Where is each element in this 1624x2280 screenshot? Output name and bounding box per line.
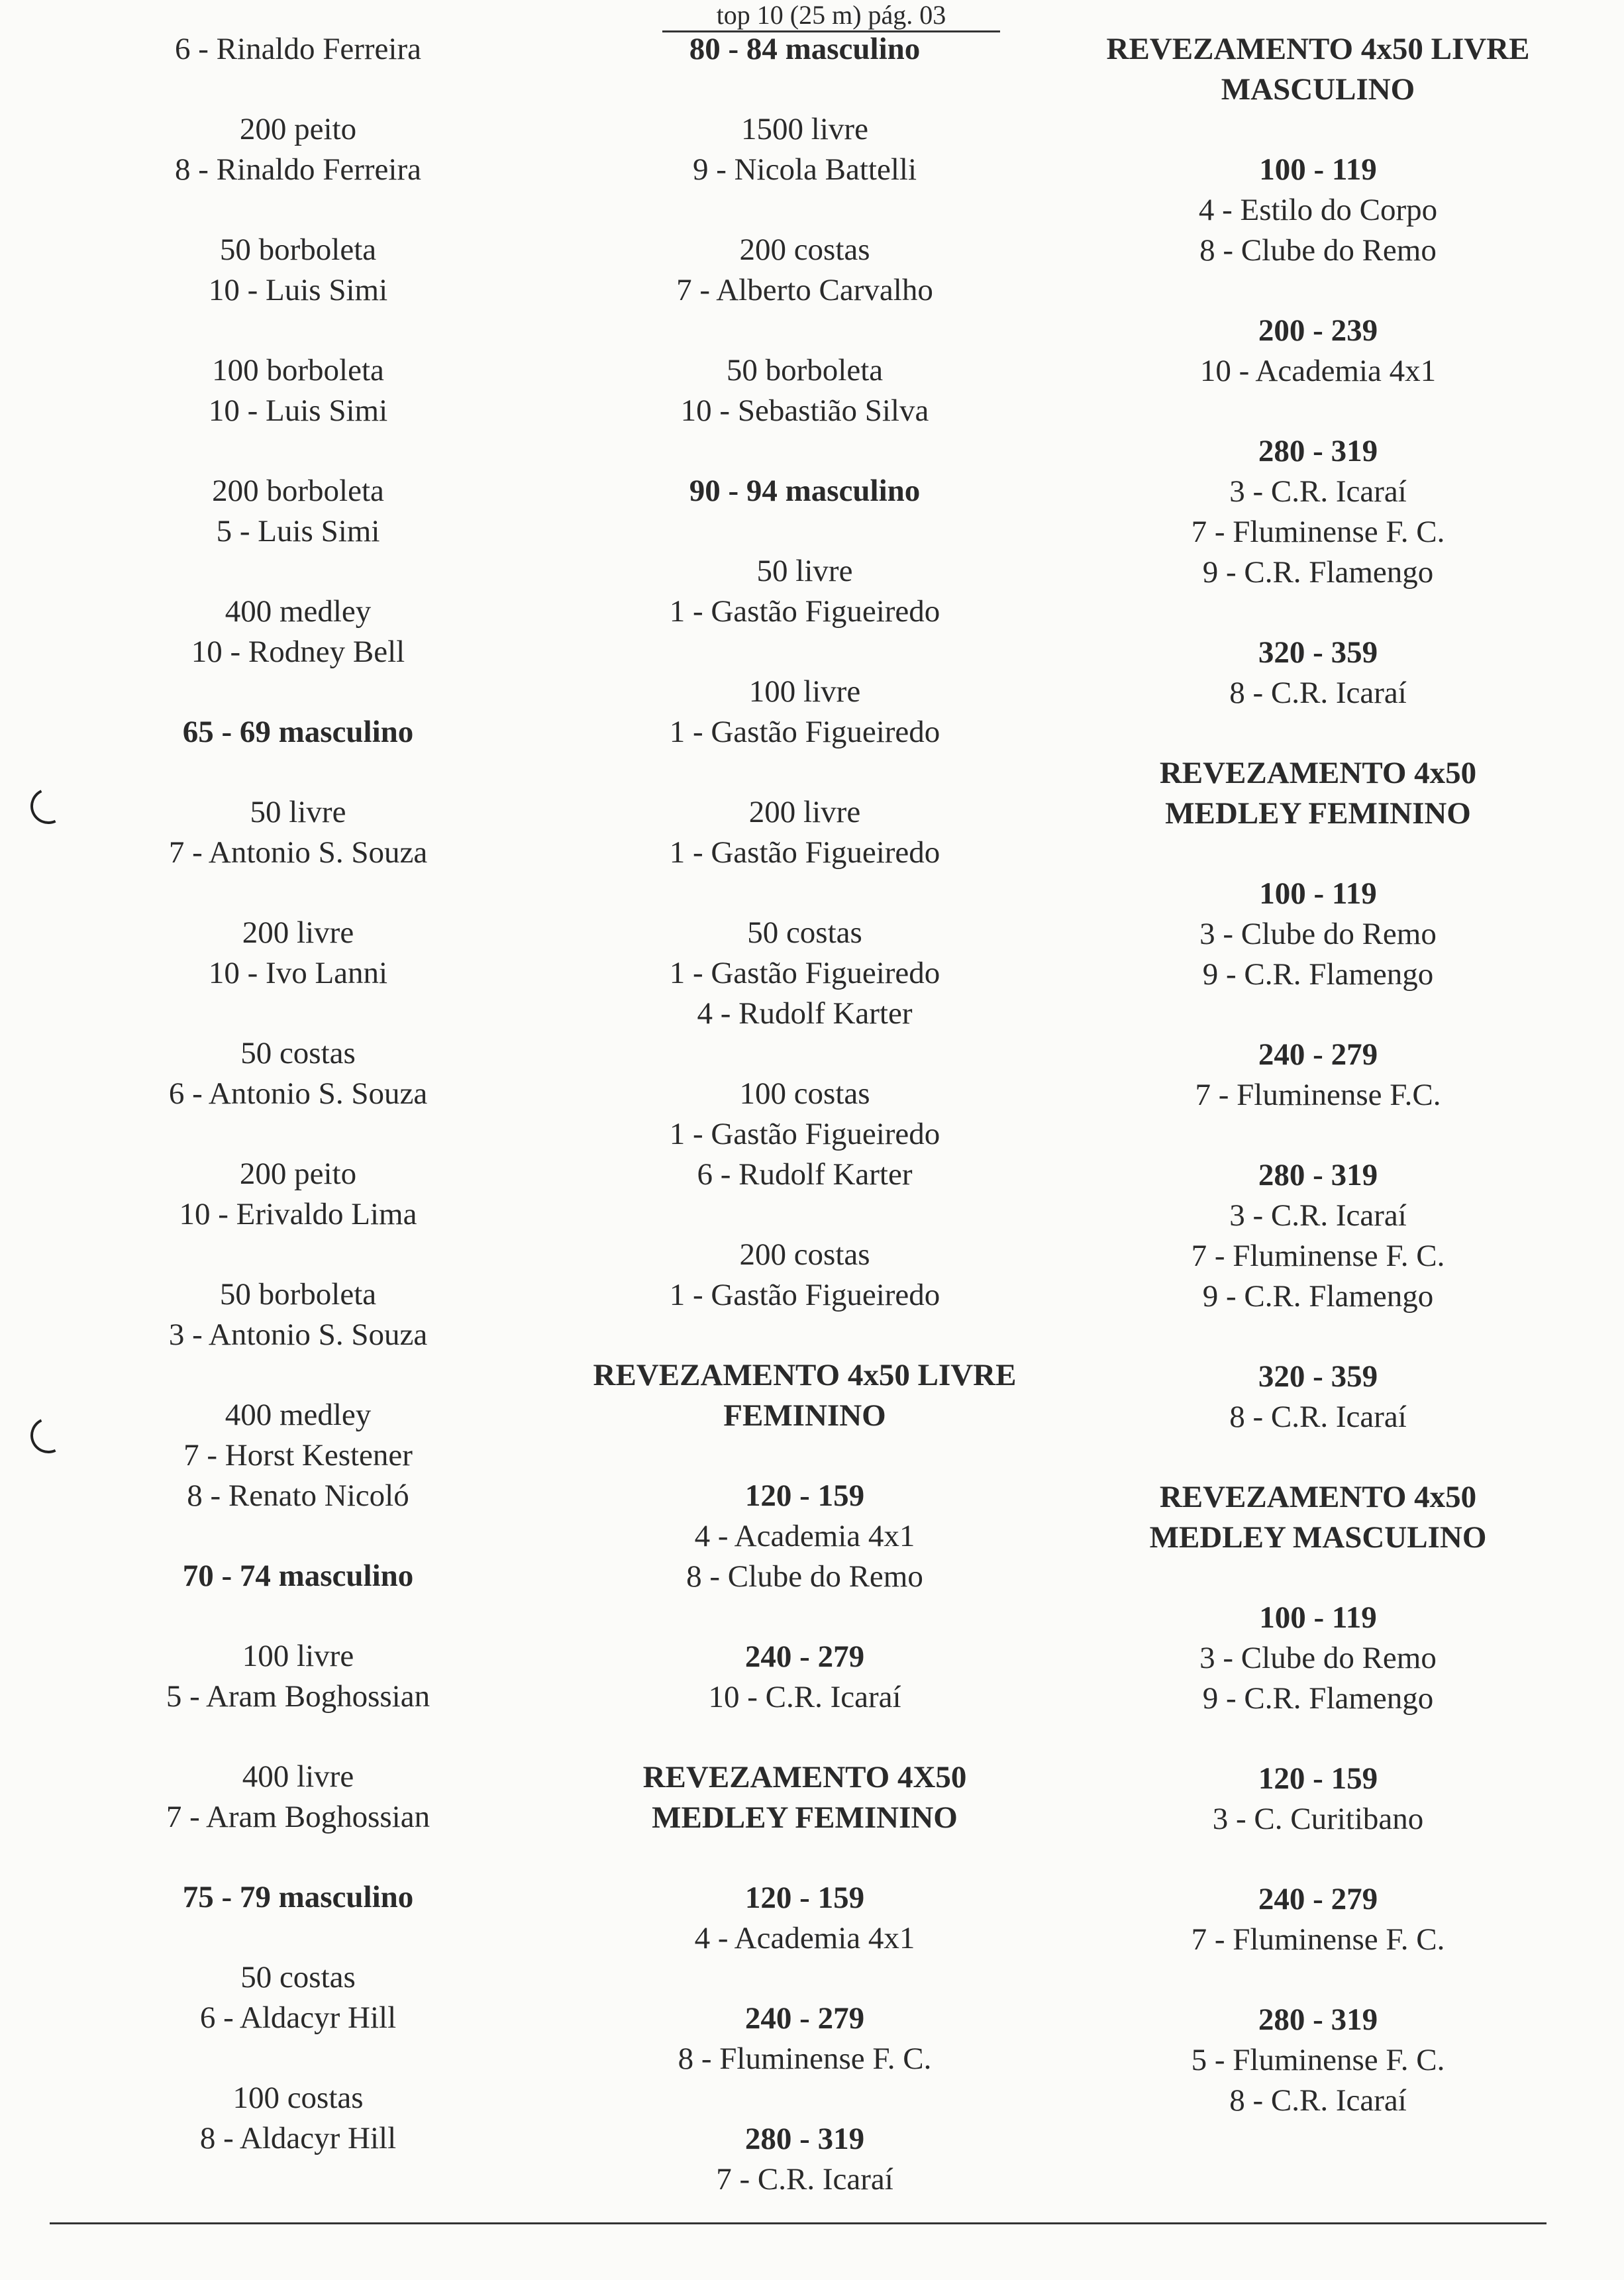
entry-line: 400 livre <box>242 1759 354 1794</box>
entry-group <box>40 350 556 431</box>
entry-line: 10 - Ivo Lanni <box>208 956 388 990</box>
entry-group <box>1060 874 1576 995</box>
section-heading: FEMININO <box>723 1398 886 1433</box>
entry-line: 8 - Aldacyr Hill <box>199 2121 397 2155</box>
entry-line: 1 - Gastão Figueiredo <box>669 956 940 990</box>
entry-line: 8 - Renato Nicoló <box>187 1478 409 1513</box>
entry-line: 3 - Antonio S. Souza <box>168 1318 428 1352</box>
entry-line: 7 - Antonio S. Souza <box>168 835 428 870</box>
entry-line: 1 - Gastão Figueiredo <box>669 1278 940 1312</box>
entry-group <box>40 1636 556 1717</box>
section-heading: 100 - 119 <box>1259 1600 1377 1635</box>
entry-line: 10 - Sebastião Silva <box>680 393 929 428</box>
bottom-rule <box>50 2222 1547 2224</box>
entry-line: 5 - Aram Boghossian <box>166 1679 431 1714</box>
entry-group <box>1060 1477 1576 1558</box>
entry-line: 100 livre <box>242 1639 354 1673</box>
entry-line: 1500 livre <box>741 112 868 146</box>
section-heading: 120 - 159 <box>744 1881 865 1915</box>
entry-group <box>1060 311 1576 391</box>
entry-line: 1 - Gastão Figueiredo <box>669 1117 940 1151</box>
entry-line: 200 livre <box>242 915 354 950</box>
entry-line: 50 costas <box>747 915 862 950</box>
entry-line: 7 - Alberto Carvalho <box>676 273 933 307</box>
entry-group <box>1060 1357 1576 1437</box>
entry-group <box>546 792 1063 873</box>
section-heading: REVEZAMENTO 4x50 LIVRE <box>1106 32 1530 66</box>
entry-group <box>1060 1598 1576 1719</box>
entry-line: 3 - Clube do Remo <box>1199 1641 1437 1675</box>
entry-line: 3 - C.R. Icaraí <box>1229 474 1407 509</box>
entry-group <box>546 230 1063 311</box>
entry-line: 4 - Academia 4x1 <box>694 1519 915 1553</box>
section-heading: 240 - 279 <box>1258 1037 1378 1072</box>
entry-group <box>40 1154 556 1235</box>
section-heading: MEDLEY FEMININO <box>652 1800 958 1835</box>
entry-group <box>1060 1155 1576 1317</box>
entry-group <box>546 1998 1063 2079</box>
entry-line: 1 - Gastão Figueiredo <box>669 715 940 749</box>
section-heading: 200 - 239 <box>1258 313 1378 348</box>
entry-line: 200 costas <box>739 1237 870 1272</box>
entry-line: 7 - Fluminense F. C. <box>1191 1239 1445 1273</box>
entry-group <box>546 29 1063 70</box>
entry-line: 200 borboleta <box>212 474 384 508</box>
entry-group <box>546 2119 1063 2200</box>
section-heading: REVEZAMENTO 4X50 <box>642 1760 967 1794</box>
entry-group <box>40 2078 556 2159</box>
entry-line: 7 - Aram Boghossian <box>166 1800 431 1834</box>
entry-group <box>1060 753 1576 834</box>
section-heading: 240 - 279 <box>1258 1882 1378 1916</box>
entry-group <box>1060 29 1576 110</box>
entry-line: 8 - Clube do Remo <box>686 1559 923 1594</box>
entry-group <box>40 792 556 873</box>
section-heading: MEDLEY MASCULINO <box>1149 1520 1487 1555</box>
entry-group <box>546 672 1063 752</box>
entry-group <box>40 1556 556 1596</box>
entry-group <box>40 1877 556 1918</box>
entry-line: 9 - C.R. Flamengo <box>1202 957 1434 992</box>
section-heading: 70 - 74 masculino <box>182 1559 414 1593</box>
entry-line: 400 medley <box>225 594 372 629</box>
page-header: top 10 (25 m) pág. 03 <box>662 0 1000 32</box>
entry-line: 6 - Rinaldo Ferreira <box>175 32 421 66</box>
entry-group <box>546 1074 1063 1195</box>
entry-group <box>1060 633 1576 713</box>
entry-line: 4 - Academia 4x1 <box>694 1921 915 1955</box>
section-heading: 75 - 79 masculino <box>182 1880 414 1914</box>
section-heading: REVEZAMENTO 4x50 <box>1159 1480 1477 1514</box>
section-heading: 280 - 319 <box>744 2122 865 2156</box>
entry-group <box>546 1878 1063 1959</box>
entry-group <box>40 1033 556 1114</box>
entry-line: 10 - C.R. Icaraí <box>708 1680 901 1714</box>
entry-line: 9 - C.R. Flamengo <box>1202 555 1434 590</box>
entry-group <box>546 471 1063 511</box>
entry-group <box>546 1476 1063 1597</box>
entry-group <box>1060 1879 1576 1960</box>
entry-line: 4 - Rudolf Karter <box>697 996 913 1031</box>
entry-line: 10 - Luis Simi <box>208 393 388 428</box>
entry-line: 100 costas <box>232 2081 364 2115</box>
entry-line: 9 - C.R. Flamengo <box>1202 1279 1434 1314</box>
entry-group <box>1060 150 1576 271</box>
entry-line: 50 livre <box>250 795 346 829</box>
entry-line: 50 borboleta <box>219 233 377 267</box>
entry-line: 10 - Erivaldo Lima <box>179 1197 417 1231</box>
section-heading: 90 - 94 masculino <box>689 474 921 508</box>
entry-line: 200 costas <box>739 233 870 267</box>
entry-line: 7 - Fluminense F. C. <box>1191 1922 1445 1957</box>
entry-line: 8 - C.R. Icaraí <box>1229 676 1407 710</box>
section-heading: 65 - 69 masculino <box>182 715 414 749</box>
entry-group <box>546 1757 1063 1838</box>
entry-line: 50 borboleta <box>219 1277 377 1312</box>
entry-line: 8 - Fluminense F. C. <box>678 2042 932 2076</box>
section-heading: 320 - 359 <box>1258 1359 1378 1394</box>
entry-line: 6 - Aldacyr Hill <box>199 2000 397 2035</box>
section-heading: MEDLEY FEMININO <box>1165 796 1471 831</box>
entry-line: 10 - Luis Simi <box>208 273 388 307</box>
entry-line: 3 - C. Curitibano <box>1212 1802 1424 1836</box>
entry-group <box>1060 431 1576 593</box>
entry-line: 8 - Rinaldo Ferreira <box>175 152 421 187</box>
section-heading: 80 - 84 masculino <box>689 32 921 66</box>
entry-line: 6 - Rudolf Karter <box>697 1157 913 1192</box>
section-heading: 320 - 359 <box>1258 635 1378 670</box>
entry-group <box>40 913 556 994</box>
section-heading: 240 - 279 <box>744 1639 865 1674</box>
entry-group <box>40 1274 556 1355</box>
entry-group <box>546 1355 1063 1436</box>
entry-group <box>40 109 556 190</box>
entry-group <box>40 1957 556 2038</box>
entry-line: 200 peito <box>239 1157 357 1191</box>
section-heading: REVEZAMENTO 4x50 <box>1159 756 1477 790</box>
column-1 <box>40 29 556 2199</box>
entry-group <box>546 1235 1063 1316</box>
entry-group <box>1060 2000 1576 2121</box>
entry-line: 9 - Nicola Battelli <box>692 152 917 187</box>
entry-line: 5 - Fluminense F. C. <box>1191 2043 1445 2077</box>
entry-group <box>40 29 556 70</box>
entry-line: 8 - C.R. Icaraí <box>1229 2083 1407 2118</box>
entry-line: 6 - Antonio S. Souza <box>168 1076 428 1111</box>
entry-line: 1 - Gastão Figueiredo <box>669 594 940 629</box>
entry-line: 3 - C.R. Icaraí <box>1229 1198 1407 1233</box>
entry-line: 100 livre <box>748 674 861 709</box>
section-heading: 280 - 319 <box>1258 434 1378 468</box>
entry-group <box>546 913 1063 1034</box>
entry-line: 5 - Luis Simi <box>216 514 380 548</box>
entry-line: 100 costas <box>739 1076 870 1111</box>
section-heading: 120 - 159 <box>744 1478 865 1513</box>
section-heading: 240 - 279 <box>744 2001 865 2036</box>
column-3 <box>1060 29 1576 2161</box>
entry-group <box>40 1395 556 1516</box>
entry-line: 50 costas <box>240 1960 356 1995</box>
section-heading: REVEZAMENTO 4x50 LIVRE <box>593 1358 1017 1392</box>
entry-line: 10 - Academia 4x1 <box>1199 354 1437 388</box>
entry-line: 50 livre <box>756 554 853 588</box>
entry-group <box>40 230 556 311</box>
entry-group <box>1060 1759 1576 1840</box>
section-heading: 100 - 119 <box>1259 152 1377 187</box>
entry-group <box>40 1757 556 1838</box>
entry-group <box>546 350 1063 431</box>
entry-line: 400 medley <box>225 1398 372 1432</box>
entry-line: 200 peito <box>239 112 357 146</box>
section-heading: 280 - 319 <box>1258 1158 1378 1192</box>
entry-line: 7 - Fluminense F.C. <box>1195 1078 1441 1112</box>
entry-line: 4 - Estilo do Corpo <box>1198 193 1438 227</box>
entry-group <box>40 712 556 752</box>
entry-line: 50 borboleta <box>726 353 884 388</box>
entry-line: 8 - Clube do Remo <box>1199 233 1437 268</box>
entry-group <box>546 551 1063 632</box>
section-heading: 120 - 159 <box>1258 1761 1378 1796</box>
entry-line: 100 borboleta <box>212 353 384 388</box>
section-heading: MASCULINO <box>1221 72 1415 107</box>
entry-line: 3 - Clube do Remo <box>1199 917 1437 951</box>
entry-group <box>40 592 556 672</box>
entry-line: 9 - C.R. Flamengo <box>1202 1681 1434 1716</box>
entry-line: 1 - Gastão Figueiredo <box>669 835 940 870</box>
entry-group <box>546 1637 1063 1718</box>
entry-line: 10 - Rodney Bell <box>191 635 405 669</box>
section-heading: 100 - 119 <box>1259 876 1377 911</box>
entry-group <box>1060 1035 1576 1115</box>
entry-group <box>546 109 1063 190</box>
entry-line: 200 livre <box>748 795 861 829</box>
entry-line: 7 - C.R. Icaraí <box>716 2162 893 2197</box>
entry-line: 7 - Horst Kestener <box>183 1438 413 1473</box>
entry-line: 8 - C.R. Icaraí <box>1229 1400 1407 1434</box>
section-heading: 280 - 319 <box>1258 2002 1378 2037</box>
entry-group <box>40 471 556 552</box>
entry-line: 50 costas <box>240 1036 356 1070</box>
column-2 <box>546 29 1063 2240</box>
entry-line: 7 - Fluminense F. C. <box>1191 515 1445 549</box>
